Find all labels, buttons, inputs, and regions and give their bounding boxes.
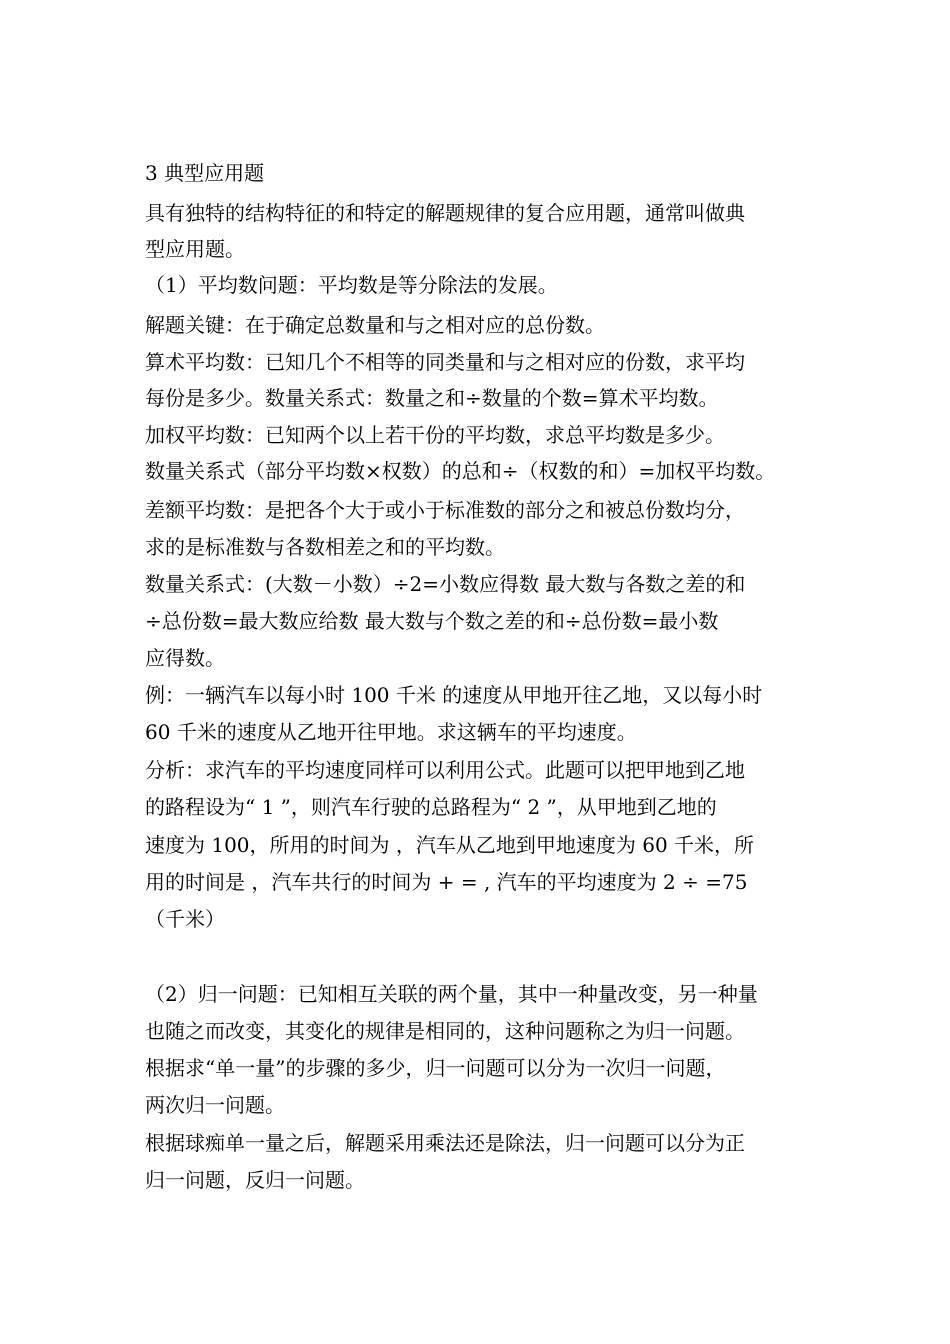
subsection-heading: （2）归一问题：已知相互关联的两个量，其中一种量改变，另一种量 bbox=[145, 982, 758, 1006]
text-line: 每份是多少。数量关系式：数量之和÷数量的个数=算术平均数。 bbox=[145, 386, 719, 410]
text-line: 应得数。 bbox=[145, 646, 225, 670]
analysis-line: 用的时间是 ，汽车共行的时间为 + = , 汽车的平均速度为 2 ÷ =75 bbox=[145, 870, 748, 894]
section-heading: 3 典型应用题 bbox=[145, 161, 265, 185]
text-line: ÷总份数=最大数应给数 最大数与个数之差的和÷总份数=最小数 bbox=[145, 609, 719, 633]
text-line: 两次归一问题。 bbox=[145, 1093, 285, 1117]
text-line: 归一问题，反归一问题。 bbox=[145, 1168, 365, 1192]
analysis-line: 的路程设为“ 1 ”，则汽车行驶的总路程为“ 2 ”，从甲地到乙地的 bbox=[145, 795, 717, 819]
example-line: 60 千米的速度从乙地开往甲地。求这辆车的平均速度。 bbox=[145, 720, 637, 744]
text-line: 数量关系式：(大数－小数）÷2=小数应得数 最大数与各数之差的和 bbox=[145, 572, 746, 596]
example-line: 例：一辆汽车以每小时 100 千米 的速度从甲地开往乙地，又以每小时 bbox=[145, 683, 763, 707]
text-line: 数量关系式（部分平均数×权数）的总和÷（权数的和）=加权平均数。 bbox=[145, 459, 776, 483]
text-line: 求的是标准数与各数相差之和的平均数。 bbox=[145, 535, 505, 559]
subsection-heading: （1）平均数问题：平均数是等分除法的发展。 bbox=[145, 273, 558, 297]
analysis-line: （千米） bbox=[145, 907, 225, 931]
analysis-line: 分析：求汽车的平均速度同样可以利用公式。此题可以把甲地到乙地 bbox=[145, 758, 745, 782]
text-line: 解题关键：在于确定总数量和与之相对应的总份数。 bbox=[145, 313, 605, 337]
text-line: 具有独特的结构特征的和特定的解题规律的复合应用题，通常叫做典 bbox=[145, 201, 745, 225]
text-line: 差额平均数：是把各个大于或小于标准数的部分之和被总份数均分， bbox=[145, 498, 745, 522]
text-line: 加权平均数：已知两个以上若干份的平均数，求总平均数是多少。 bbox=[145, 423, 725, 447]
analysis-line: 速度为 100，所用的时间为 ，汽车从乙地到甲地速度为 60 千米，所 bbox=[145, 833, 755, 857]
text-line: 也随之而改变，其变化的规律是相同的，这种问题称之为归一问题。 bbox=[145, 1019, 745, 1043]
text-line: 根据球痴单一量之后，解题采用乘法还是除法，归一问题可以分为正 bbox=[145, 1131, 745, 1155]
text-line: 算术平均数：已知几个不相等的同类量和与之相对应的份数，求平均 bbox=[145, 350, 745, 374]
text-line: 根据求“单一量”的步骤的多少，归一问题可以分为一次归一问题， bbox=[145, 1056, 726, 1080]
text-line: 型应用题。 bbox=[145, 237, 245, 261]
